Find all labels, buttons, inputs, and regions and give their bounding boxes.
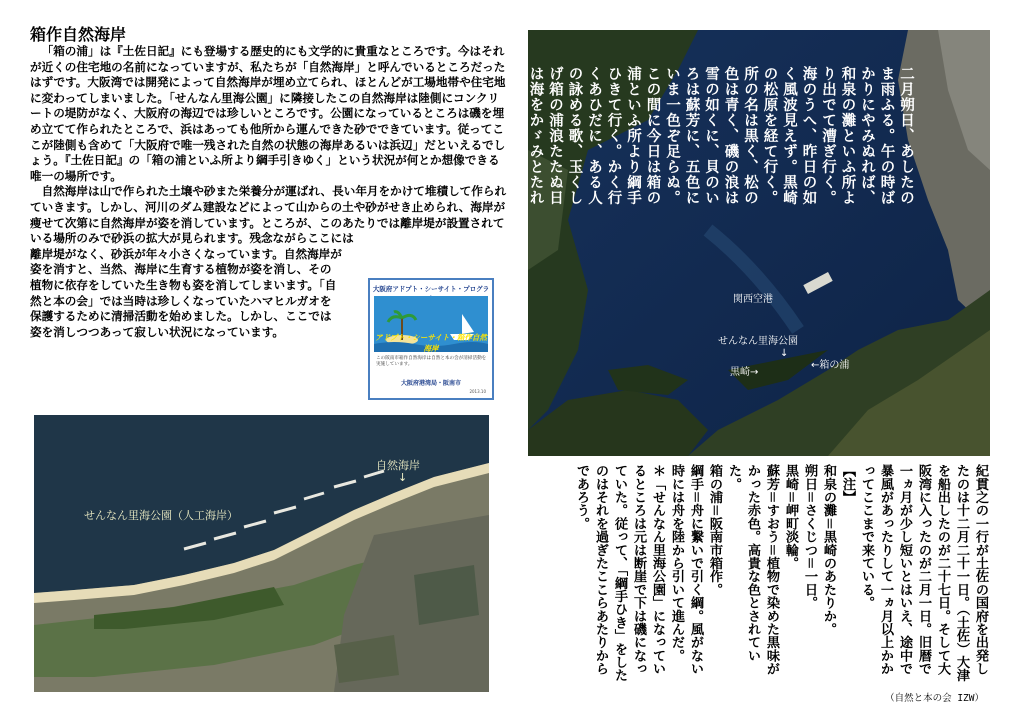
note-item xyxy=(705,464,724,688)
notes-intro: 紀貫之の一行が土佐の国府を出発したのは十二月二十一日。（土佐）大津を船出したのが二十七日。そして大阪湾に入ったのが二月一日。旧暦で一ヵ月が少し短いとはいえ、途中で暴風があったりして一ヵ月以上かかってここまで来ている。 xyxy=(859,464,988,682)
note-item xyxy=(781,464,800,688)
coast-aerial-image xyxy=(34,415,489,692)
signboard-description: この阪南市箱作自然海岸は自然と本の会が清掃活動を実施しています。 xyxy=(376,356,487,367)
note-item xyxy=(819,464,838,688)
note-term: 綱手 xyxy=(688,464,703,491)
note-item xyxy=(724,464,781,688)
satellite-map-hakotsukuri-coast xyxy=(34,415,489,692)
note-desc: ＝阪南市箱作。 xyxy=(707,503,722,596)
map-arrow-down: ↓ xyxy=(780,348,789,359)
note-desc: ＝岬町淡輪。 xyxy=(783,490,798,570)
note-term: 朔日 xyxy=(802,464,817,491)
notes-header: 【注】 xyxy=(840,464,855,504)
adopt-seaside-signboard xyxy=(368,278,494,400)
signboard-name: アドプト・シーサイト・箱作自然海岸 xyxy=(375,333,487,353)
note-term: 箱の浦 xyxy=(707,464,722,504)
signboard-bottom: 大阪府港湾局・阪南市 xyxy=(400,380,461,387)
body-paragraph-3: 離岸堤がなく、砂浜が年々小さくなっています。自然海岸が姿を消すと、当然、海岸に生育する植物が姿を消し、その植物に依存をしていた生き物も姿を消してしまいます。「自然と本の会」では当時は珍しくなっていたハマヒルガオを保護するために清掃活動を始めました。しかし、ここでは姿を消しつつあって寂しい状況になっています。 xyxy=(30,246,342,339)
credit-line: （自然と本の会 IZW） xyxy=(885,693,984,704)
body-paragraph-2: 自然海岸は山で作られた土壌や砂また栄養分が運ばれ、長い年月をかけて堆積して作られていきます。しかし、河川のダム建設などによって山からの土や砂がせき止められ、海岸が痩せて次第に自然海岸が姿を消しています。ところが、このあたりでは離岸堤が設置されている場所のみで砂浜の拡大が見られます。残念ながらここには xyxy=(30,184,507,246)
signboard-heading: 大阪府アドプト・シーサイト・プログラ xyxy=(372,285,490,293)
map-label-natural-coast: 自然海岸 xyxy=(376,459,420,472)
note-desc: ＝舟に繋いで引く綱。風がない時には舟を陸から引いて進んだ。 xyxy=(669,464,703,676)
map-label-artificial-park: せんなん里海公園（人工海岸） xyxy=(84,509,238,522)
map-label-kurosaki: 黒崎→ xyxy=(730,367,759,378)
map-arrow-down-natural: ↓ xyxy=(398,471,408,484)
notes-section xyxy=(516,464,990,688)
note-item xyxy=(800,464,819,688)
note-term: 黒崎 xyxy=(783,464,798,491)
note-desc: ＝すおう＝植物で染めた黒味がかった赤色。高貴な色とされていた。 xyxy=(726,464,779,676)
signboard-date: 2013.10 xyxy=(469,389,486,394)
map-label-sennan-park: せんなん里海公園 xyxy=(718,336,798,347)
note-desc: ＝さくじつ＝一日。 xyxy=(802,490,817,610)
note-desc: ＝黒崎のあたりか。 xyxy=(821,516,836,636)
signboard-sea-illustration xyxy=(374,296,488,352)
note-term: 蘇芳 xyxy=(764,464,779,491)
body-paragraph-1: 「箱の浦」は『土佐日記』にも登場する歴史的にも文学的に貴重なところです。今はそれが近くの住宅地の名前になっていますが、私たちが「自然海岸」と呼んでいるところだったはずです。大阪湾では開発によって自然海岸が埋め立てられ、ほとんどが工場地帯や住宅地に変わってしまいました。「せんなん里海公園」に隣接したこの自然海岸は陸側にコンクリートの堤防がなく、大阪府の海辺では珍しいところです。公園になっているところは磯を埋め立てて作られたところで、浜はあっても他所から運んできた砂でできています。従ってここが陸側も含めて「大阪府で唯一残された自然の状態の海岸あるいは浜辺」だといえるでしょう。『土佐日記』の「箱の浦といふ所より綱手引きゆく」という状況が何とか想像できる唯一の場所です。 xyxy=(30,44,506,183)
tosa-nikki-excerpt: 二月朔日、あしたのま雨ふる。午の時ばかりにやみぬれば、和泉の灘といふ所より出でて漕ぎ行く。海のうへ、昨日の如く風波見えず。黒崎の松原を経て行く。所の名は黒く、松の色は青く、磯の浪は雪の如くに、貝のいろは蘇芳に、五色にいま一色ぞ足らぬ。この間に今日は箱の浦といふ所より綱手ひきて行く。かく行くあひだに、ある人の詠める歌、玉くしげ箱の浦浪たたぬ日は海をかゞみとたれか見ざらむ。・・・ xyxy=(508,66,915,206)
note-item xyxy=(667,464,705,688)
map-label-kansai-airport: 関西空港 xyxy=(733,294,773,305)
page-title: 箱作自然海岸 xyxy=(30,25,127,44)
map-label-hakonoura: ←箱の浦 xyxy=(811,360,850,371)
notes-footnote: ＊「せんなん里海公園」になっているところは元は断崖で下は磯になっていた。従って、「綱手ひき」をしたのはそれを過ぎたここらあたりからであろう。 xyxy=(574,464,665,682)
note-term: 和泉の灘 xyxy=(821,464,836,517)
